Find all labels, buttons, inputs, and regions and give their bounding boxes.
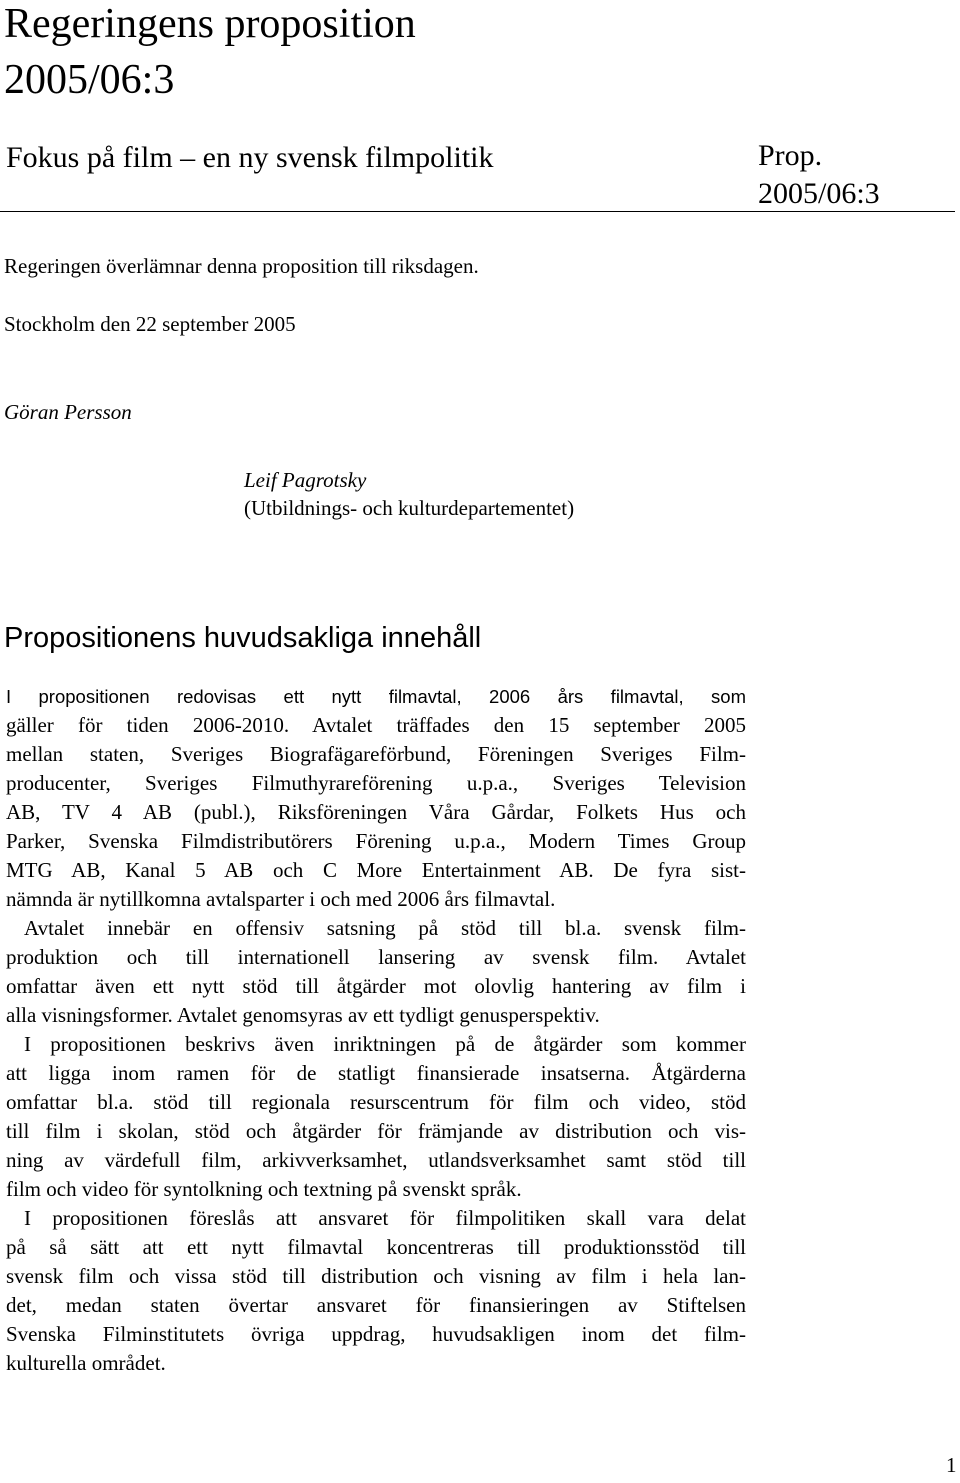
body-line: på så sätt att ett nytt filmavtal koncentreras till produktionsstöd till: [6, 1235, 746, 1259]
body-line: I propositionen beskrivs även inriktningen på de åtgärder som kommer: [24, 1032, 746, 1056]
body-line: producenter, Sveriges Filmuthyrareförening u.p.a., Sveriges Television: [6, 771, 746, 795]
submission-statement: Regeringen överlämnar denna proposition till riksdagen.: [4, 254, 479, 278]
body-line: produktion och till internationell lansering av svensk film. Avtalet: [6, 945, 746, 969]
place-and-date: Stockholm den 22 september 2005: [4, 312, 296, 336]
body-line: nämnda är nytillkomna avtalsparter i och med 2006 års filmavtal.: [6, 887, 556, 911]
body-line: svensk film och vissa stöd till distribution och visning av film i hela lan-: [6, 1264, 746, 1288]
body-line: omfattar bl.a. stöd till regionala resurscentrum för film och video, stöd: [6, 1090, 746, 1114]
body-line: kulturella området.: [6, 1351, 166, 1375]
body-line: alla visningsformer. Avtalet genomsyras av ett tydligt genusperspektiv.: [6, 1003, 600, 1027]
document-title-line-2: 2005/06:3: [4, 57, 175, 103]
proposition-subtitle: Fokus på film – en ny svensk filmpolitik: [6, 141, 494, 174]
header-divider: [0, 211, 955, 212]
body-line: Parker, Svenska Filmdistributörers Förening u.p.a., Modern Times Group: [6, 829, 746, 853]
body-line: omfattar även ett nytt stöd till åtgärder mot olovlig hantering av film i: [6, 974, 746, 998]
body-line: det, medan staten övertar ansvaret för finansieringen av Stiftelsen: [6, 1293, 746, 1317]
body-line: Avtalet innebär en offensiv satsning på stöd till bl.a. svensk film-: [24, 916, 746, 940]
body-line: mellan staten, Sveriges Biografägareförbund, Föreningen Sveriges Film-: [6, 742, 746, 766]
signer-minister: Leif Pagrotsky: [244, 468, 367, 492]
body-line: ning av värdefull film, arkivverksamhet, utlandsverksamhet samt stöd till: [6, 1148, 746, 1172]
page-number: 1: [946, 1453, 957, 1477]
summary-body: [6, 682, 746, 1378]
prop-label: Prop.: [758, 139, 823, 172]
section-heading: Propositionens huvudsakliga innehåll: [4, 622, 482, 654]
signer-prime-minister: Göran Persson: [4, 400, 132, 424]
body-line: gäller för tiden 2006-2010. Avtalet träffades den 15 september 2005: [6, 713, 746, 737]
body-line: MTG AB, Kanal 5 AB och C More Entertainment AB. De fyra sist-: [6, 858, 746, 882]
body-line: I propositionen redovisas ett nytt filmavtal, 2006 års filmavtal, som: [6, 686, 746, 707]
document-title-line-1: Regeringens proposition: [4, 1, 416, 47]
body-line: film och video för syntolkning och textning på svenskt språk.: [6, 1177, 522, 1201]
body-line: I propositionen föreslås att ansvaret för filmpolitiken skall vara delat: [24, 1206, 746, 1230]
body-line: AB, TV 4 AB (publ.), Riksföreningen Våra Gårdar, Folkets Hus och: [6, 800, 746, 824]
signer-department: (Utbildnings- och kulturdepartementet): [244, 496, 575, 520]
prop-number: 2005/06:3: [758, 177, 880, 210]
body-line: till film i skolan, stöd och åtgärder för främjande av distribution och vis-: [6, 1119, 746, 1143]
body-line: att ligga inom ramen för de statligt finansierade insatserna. Åtgärderna: [6, 1061, 746, 1085]
body-line: Svenska Filminstitutets övriga uppdrag, huvudsakligen inom det film-: [6, 1322, 746, 1346]
